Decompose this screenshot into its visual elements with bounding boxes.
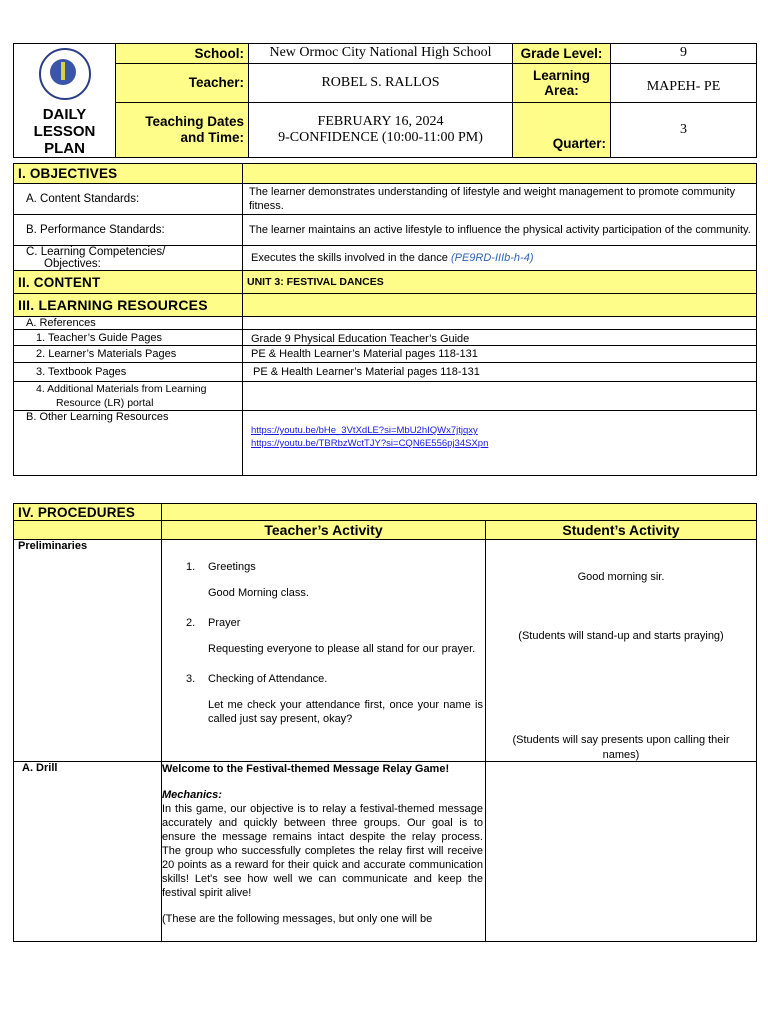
- drill-teacher: [162, 762, 486, 942]
- grade-value: 9: [611, 44, 757, 64]
- dates-label: Teaching Dates and Time:: [116, 102, 249, 157]
- drill-label: A. Drill: [14, 762, 162, 942]
- school-value: New Ormoc City National High School: [249, 44, 513, 64]
- lm-value: PE & Health Learner’s Material pages 118-131: [243, 346, 757, 363]
- youtube-link-2[interactable]: https://youtu.be/TBRbzWctTJY?si=CQN6E556pj34SXpn: [251, 438, 489, 449]
- prayer-reply: (Students will stand-up and starts praying): [518, 630, 724, 642]
- content-standards: The learner demonstrates understanding of lifestyle and weight management to promote community fitness.: [243, 184, 757, 215]
- teacher-value: ROBEL S. RALLOS: [249, 63, 513, 102]
- preliminaries-label: Preliminaries: [14, 540, 162, 762]
- teacher-activity-header: Teacher’s Activity: [162, 521, 486, 540]
- resources-title: III. LEARNING RESOURCES: [14, 294, 243, 317]
- content-standards-label: A. Content Standards:: [14, 184, 243, 215]
- tg-label: 1. Teacher’s Guide Pages: [14, 330, 243, 346]
- references-label: A. References: [14, 317, 243, 330]
- drill-student: [486, 762, 757, 942]
- competencies: Executes the skills involved in the dance (PE9RD-IIIb-h-4): [243, 246, 757, 271]
- area-label: Learning Area:: [513, 63, 611, 102]
- area-value: MAPEH- PE: [611, 63, 757, 102]
- school-label: School:: [116, 44, 249, 64]
- performance-standards-label: B. Performance Standards:: [14, 215, 243, 246]
- teacher-label: Teacher:: [116, 63, 249, 102]
- procedures-title: IV. PROCEDURES: [14, 504, 162, 521]
- quarter-label: Quarter:: [513, 102, 611, 157]
- objectives-title: I. OBJECTIVES: [14, 164, 243, 184]
- logo-cell: [14, 44, 116, 158]
- lm-label: 2. Learner’s Materials Pages: [14, 346, 243, 363]
- content-value: UNIT 3: FESTIVAL DANCES: [243, 271, 757, 294]
- preliminaries-student: [486, 540, 757, 762]
- mechanics-text: In this game, our objective is to relay a festival-themed message accurately and quickly between three groups. Our goal is to ensure the message remains intact despite the relay process. The group who successfully completes the relay first will receive 20 points as a reward for their quick and accurate communication skills! Let's see how well we can communicate and keep the festival spirit alive!: [162, 803, 483, 899]
- student-activity-header: Student’s Activity: [486, 521, 757, 540]
- performance-standards: The learner maintains an active lifestyle to influence the physical activity participation of the community.: [243, 215, 757, 246]
- content-title: II. CONTENT: [14, 271, 243, 294]
- other-resources: [243, 411, 757, 476]
- other-resources-label: B. Other Learning Resources: [14, 411, 243, 476]
- attendance-text: Let me check your attendance first, once your name is called just say present, okay?: [208, 699, 483, 725]
- drill-title: Welcome to the Festival-themed Message Relay Game!: [162, 763, 450, 775]
- greeting-reply: Good morning sir.: [577, 571, 665, 583]
- preliminaries-teacher: 1. Greetings Good Morning class. 2. Prayer Requesting everyone to please all stand for our prayer. 3. Checking of Attendance. Let me check your attendance first, once your name is called just say present, okay?: [162, 540, 486, 762]
- procedures-table: [13, 503, 757, 942]
- tg-value: Grade 9 Physical Education Teacher’s Guide: [243, 330, 757, 346]
- grade-label: Grade Level:: [513, 44, 611, 64]
- plan-title: DAILY LESSON PLAN: [33, 106, 96, 157]
- tb-value: PE & Health Learner’s Material pages 118-131: [243, 363, 757, 382]
- competency-code: (PE9RD-IIIb-h-4: [450, 252, 530, 264]
- quarter-value: 3: [611, 102, 757, 157]
- additional-materials-label: 4. Additional Materials from Learning Resource (LR) portal: [14, 382, 243, 411]
- tb-label: 3. Textbook Pages: [14, 363, 243, 382]
- lesson-table: [13, 163, 757, 476]
- youtube-link-1[interactable]: https://youtu.be/bHe_3VtXdLE?si=MbU2hIQWx7jtjqxy: [251, 425, 478, 436]
- prayer-text: Requesting everyone to please all stand for our prayer.: [208, 643, 476, 655]
- deped-seal-icon: [39, 48, 91, 100]
- dates-value: FEBRUARY 16, 2024 9-CONFIDENCE (10:00-11:00 PM): [249, 102, 513, 157]
- messages-note: (These are the following messages, but only one will be: [162, 913, 433, 925]
- competencies-label: C. Learning Competencies/ Objectives:: [14, 246, 243, 271]
- header-table: [13, 43, 757, 158]
- mechanics-label: Mechanics:: [162, 789, 222, 801]
- greeting-text: Good Morning class.: [208, 587, 309, 599]
- attendance-reply: (Students will say presents upon calling their names): [512, 734, 730, 761]
